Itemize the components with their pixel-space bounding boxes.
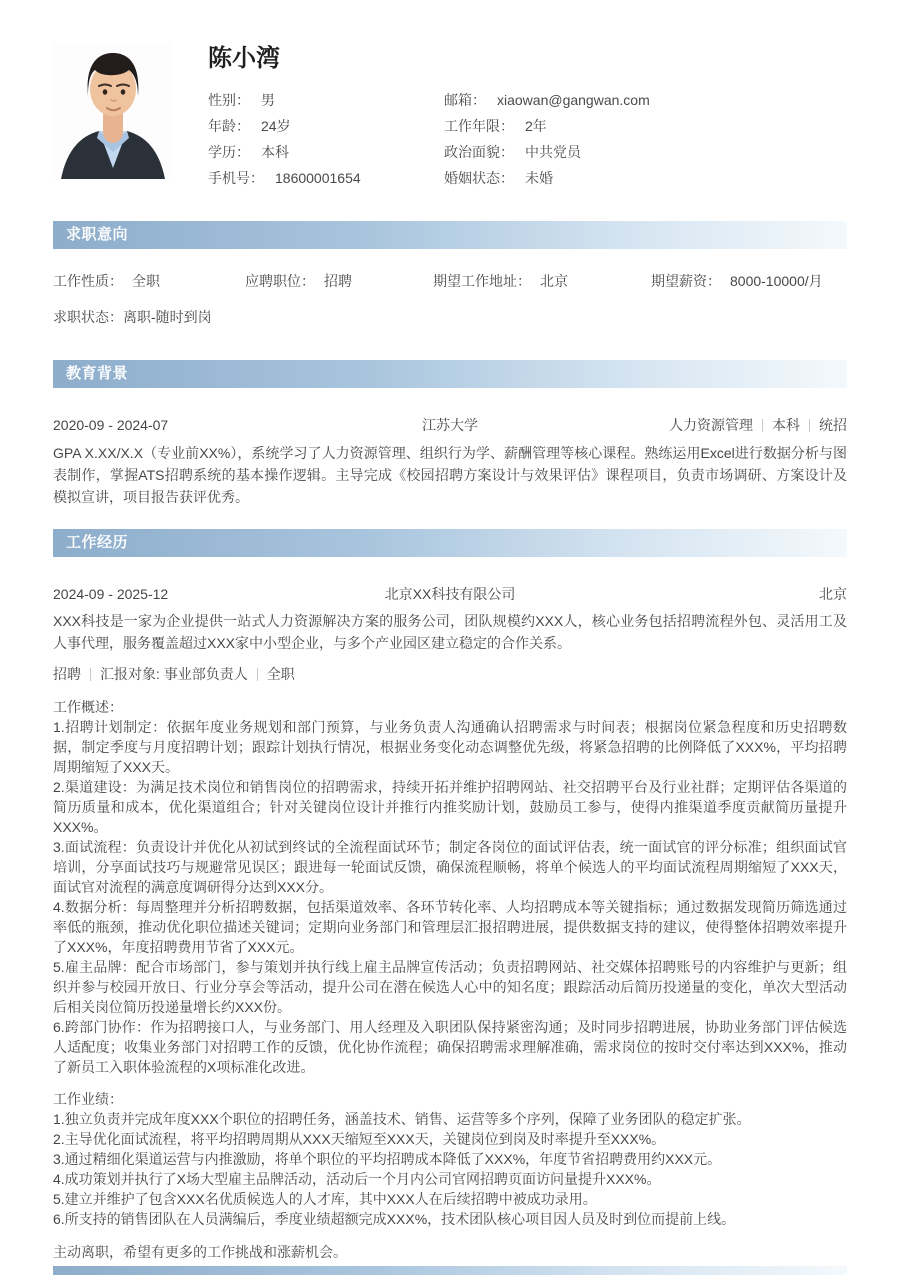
- info-experience-years: [444, 113, 847, 139]
- field-target-location: [433, 271, 651, 291]
- info-label: 工作年限：: [444, 118, 514, 134]
- info-value: 中共党员: [525, 144, 581, 160]
- info-label: 性别：: [208, 92, 250, 108]
- info-value: 24岁: [261, 118, 291, 134]
- info-marital-status: [444, 165, 847, 191]
- divider: [257, 668, 258, 681]
- field-target-position: [245, 271, 433, 291]
- next-section-bar-partial: [53, 1266, 847, 1275]
- field-label: 期望工作地址：: [433, 273, 531, 289]
- work-meta-row: [53, 664, 847, 684]
- intention-fields-row: [53, 271, 847, 291]
- info-label: 年龄：: [208, 118, 250, 134]
- info-value: xiaowan@gangwan.com: [497, 92, 650, 108]
- info-political-status: [444, 139, 847, 165]
- education-period: 2020-09 - 2024-07: [53, 417, 169, 433]
- work-achievement-item: 2.主导优化面试流程，将平均招聘周期从XXX天缩短至XXX天，关键岗位到岗及时率提升至XXX%。: [53, 1131, 666, 1147]
- info-value: 18600001654: [275, 170, 361, 186]
- work-achievement-item: 6.所支持的销售团队在人员满编后，季度业绩超额完成XXX%，技术团队核心项目因人员及时到位而提前上线。: [53, 1211, 736, 1227]
- info-value: 男: [261, 92, 275, 108]
- profile-photo: [53, 42, 173, 179]
- work-overview-item: 3.面试流程：负责设计并优化从初试到终试的全流程面试环节；制定各岗位的面试评估表，统一面试官的评分标准；组织面试官培训，分享面试技巧与规避常见误区；跟进每一轮面试反馈，确保流程顺畅，将单个候选人的平均面试流程周期缩短了XXX天，面试官对流程的满意度调研得分达到XXX分。: [53, 839, 847, 895]
- work-position: 招聘: [53, 666, 81, 682]
- info-label: 政治面貌：: [444, 144, 514, 160]
- field-label: 期望薪资：: [651, 273, 721, 289]
- field-value: 8000-10000/月: [730, 273, 823, 289]
- field-job-type: [53, 271, 245, 291]
- field-value: 离职-随时到岗: [123, 309, 212, 325]
- field-label: 应聘职位：: [245, 273, 315, 289]
- field-expected-salary: [651, 271, 847, 291]
- work-job-type: 全职: [266, 666, 295, 682]
- section-title-intention: 求职意向: [53, 221, 847, 249]
- basic-info-right: [444, 87, 847, 191]
- divider: [90, 668, 91, 681]
- info-label: 婚姻状态：: [444, 170, 514, 186]
- info-value: 本科: [261, 144, 289, 160]
- candidate-name: 陈小湾: [208, 45, 280, 72]
- basic-info-grid: [208, 87, 847, 191]
- field-value: 招聘: [324, 273, 352, 289]
- info-label: 学历：: [208, 144, 250, 160]
- field-job-status: [53, 307, 847, 327]
- section-title-education: 教育背景: [53, 360, 847, 388]
- work-achievement-item: 3.通过精细化渠道运营与内推激励，将单个职位的平均招聘成本降低了XXX%，年度节省招聘费用约XXX元。: [53, 1151, 722, 1167]
- work-overview-item: 5.雇主品牌：配合市场部门，参与策划并执行线上雇主品牌宣传活动；负责招聘网站、社交媒体招聘账号的内容维护与更新；组织并参与校园开放日、行业分享会等活动，提升公司在潜在候选人心中的知名度；跟踪活动后简历投递量的变化，单次大型活动后相关岗位简历投递量增长约XXX份。: [53, 959, 847, 1015]
- work-company: 北京XX科技有限公司: [384, 586, 516, 602]
- work-achievements-heading: 工作业绩：: [53, 1091, 123, 1107]
- work-achievement-item: 5.建立并维护了包含XXX名优质候选人的人才库，其中XXX人在后续招聘中被成功录用。: [53, 1191, 597, 1207]
- field-label: 工作性质：: [53, 273, 123, 289]
- section-title-work: 工作经历: [53, 529, 847, 557]
- info-degree: [208, 139, 444, 165]
- info-label: 手机号：: [208, 170, 264, 186]
- work-overview-item: 6.跨部门协作：作为招聘接口人，与业务部门、用人经理及入职团队保持紧密沟通；及时同步招聘进展，协助业务部门评估候选人适配度；收集业务部门对招聘工作的反馈，优化协作流程；确保招聘需求理解准确，需求岗位的按时交付率达到XXX%，推动了新员工入职体验流程的X项标准化改进。: [53, 1019, 847, 1075]
- field-value: 全职: [132, 273, 160, 289]
- company-intro: XXX科技是一家为企业提供一站式人力资源解决方案的服务公司，团队规模约XXX人，核心业务包括招聘流程外包、灵活用工及人事代理，服务覆盖超过XXX家中小型企业，与多个产业园区建立稳定的合作关系。: [53, 613, 847, 651]
- divider: [762, 419, 763, 432]
- info-age: [208, 113, 444, 139]
- work-overview-heading: 工作概述：: [53, 699, 123, 715]
- portrait-illustration: [53, 42, 173, 179]
- info-phone: [208, 165, 444, 191]
- basic-info-left: [208, 87, 444, 191]
- info-value: 未婚: [525, 170, 553, 186]
- education-degree: 本科: [772, 417, 800, 433]
- work-period: 2024-09 - 2025-12: [53, 586, 169, 602]
- info-gender: [208, 87, 444, 113]
- work-overview-item: 1.招聘计划制定：依据年度业务规划和部门预算，与业务负责人沟通确认招聘需求与时间表；根据岗位紧急程度和历史招聘数据，制定季度与月度招聘计划；跟踪计划执行情况，根据业务变化动态调整优先级，将紧急招聘的比例降低了XXX%，平均招聘周期缩短了XXX天。: [53, 719, 847, 775]
- work-report-to: 汇报对象: 事业部负责人: [100, 666, 248, 682]
- work-entry-row: [53, 584, 847, 604]
- field-value: 北京: [540, 273, 568, 289]
- header-info: [208, 42, 847, 191]
- info-value: 2年: [525, 118, 547, 134]
- education-entry-row: [53, 415, 847, 435]
- work-achievement-item: 1.独立负责并完成年度XXX个职位的招聘任务，涵盖技术、销售、运营等多个序列，保障了业务团队的稳定扩张。: [53, 1111, 751, 1127]
- work-achievement-item: 4.成功策划并执行了X场大型雇主品牌活动，活动后一个月内公司官网招聘页面访问量提升XXX%。: [53, 1171, 661, 1187]
- info-label: 邮箱：: [444, 92, 486, 108]
- education-enrollment-type: 统招: [819, 417, 847, 433]
- resume-header: [53, 0, 847, 191]
- divider: [809, 419, 810, 432]
- info-email: [444, 87, 847, 113]
- work-location: 北京: [819, 586, 847, 602]
- leave-reason: 主动离职，希望有更多的工作挑战和涨薪机会。: [53, 1244, 347, 1260]
- education-tags: [478, 415, 847, 435]
- work-overview-item: 4.数据分析：每周整理并分析招聘数据，包括渠道效率、各环节转化率、人均招聘成本等关键指标；通过数据发现简历筛选通过率低的瓶颈，推动优化职位描述关键词；定期向业务部门和管理层汇报招聘进展，提供数据支持的建议，使得整体招聘效率提升了XXX%，年度招聘费用节省了XXX元。: [53, 899, 847, 955]
- education-description: GPA X.XX/X.X（专业前XX%），系统学习了人力资源管理、组织行为学、薪酬管理等核心课程。熟练运用Excel进行数据分析与图表制作，掌握ATS招聘系统的基本操作逻辑。主导完成《校园招聘方案设计与效果评估》课程项目，负责市场调研、方案设计及模拟宣讲，项目报告获评优秀。: [53, 445, 847, 505]
- work-achievements: [53, 1089, 847, 1229]
- work-overview-item: 2.渠道建设：为满足技术岗位和销售岗位的招聘需求，持续开拓并维护招聘网站、社交招聘平台及行业社群；定期评估各渠道的简历质量和成本，优化渠道组合；针对关键岗位设计并推行内推奖励计划，鼓励员工参与，使得内推渠道季度贡献简历量提升XXX%。: [53, 779, 847, 835]
- education-major: 人力资源管理: [669, 417, 753, 433]
- field-label: 求职状态：: [53, 309, 123, 325]
- education-school: 江苏大学: [422, 417, 478, 433]
- work-overview: [53, 697, 847, 1077]
